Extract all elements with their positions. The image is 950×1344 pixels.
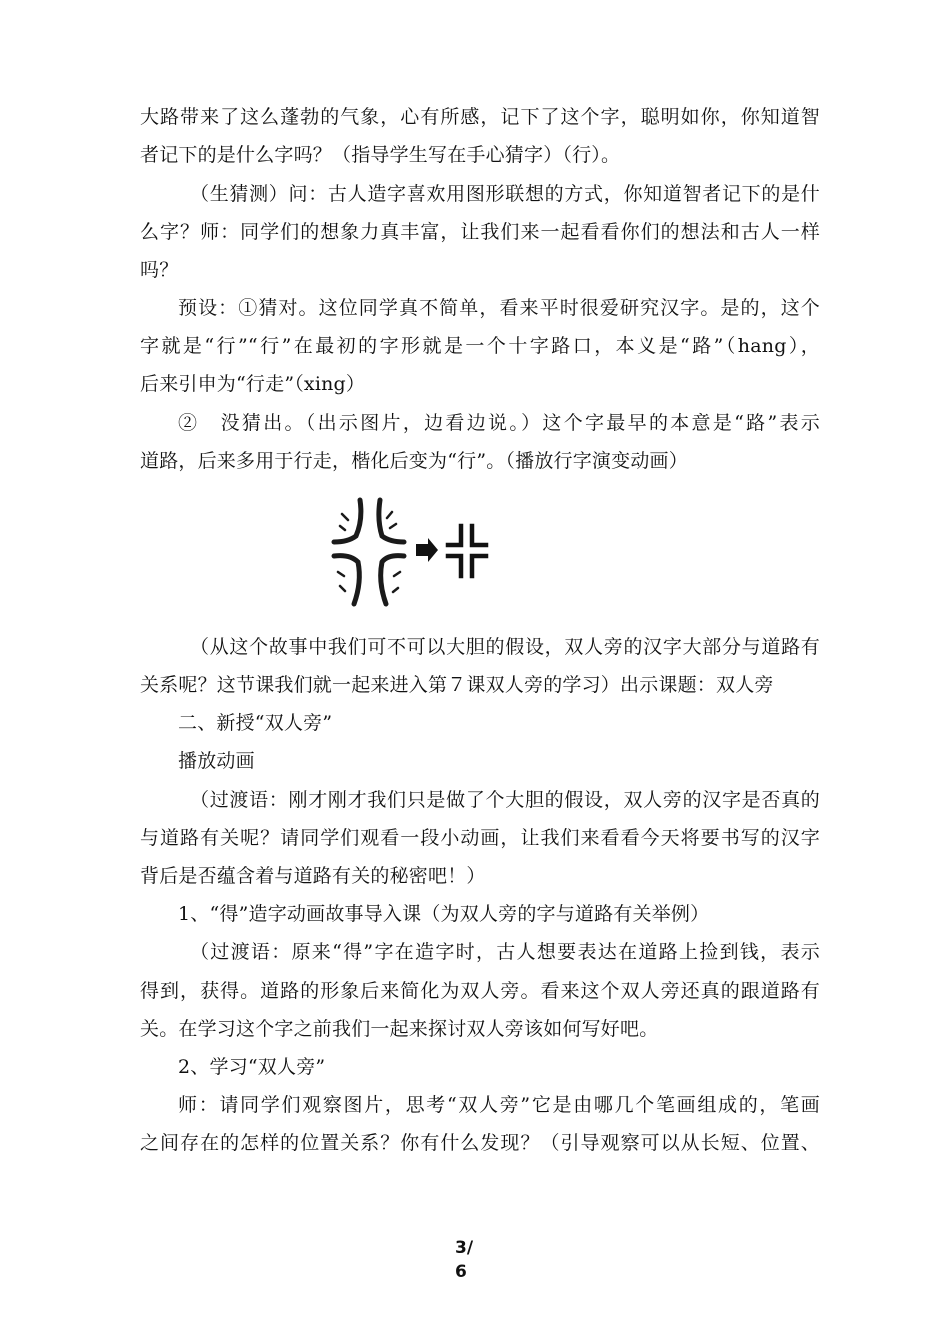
modern-xing-glyph: [448, 526, 486, 576]
text-line: 大路带来了这么蓬勃的气象，心有所感，记下了这个字，聪明如你，你知道智: [140, 106, 820, 128]
text-line: 关系呢？这节课我们就一起来进入第７课双人旁的学习）出示课题：双人旁: [140, 674, 774, 696]
text-line: 后来引申为“行走”（xing）: [140, 373, 366, 395]
page-number-bottom: 6: [455, 1262, 467, 1282]
ancient-xing-glyph: [334, 500, 404, 604]
text-line: 与道路有关呢？请同学们观看一段小动画，让我们来看看今天将要书写的汉字: [140, 827, 820, 849]
arrow-icon: [416, 538, 438, 562]
text-line: （生猜测）问：古人造字喜欢用图形联想的方式，你知道智者记下的是什: [190, 183, 820, 205]
text-line: 之间存在的怎样的位置关系？你有什么发现？（引导观察可以从长短、位置、: [140, 1132, 820, 1154]
text-line: 者记下的是什么字吗？（指导学生写在手心猜字）（行）。: [140, 144, 621, 166]
section-heading: 二、新授“双人旁”: [178, 712, 333, 734]
text-line: 道路，后来多用于行走，楷化后变为“行”。（播放行字演变动画）: [140, 450, 688, 472]
page-number-top: 3/: [455, 1238, 474, 1258]
section-heading: 2、学习“双人旁”: [178, 1056, 326, 1078]
text-line: 1、“得”造字动画故事导入课（为双人旁的字与道路有关举例）: [178, 903, 710, 925]
text-line: 得到，获得。道路的形象后来简化为双人旁。看来这个双人旁还真的跟道路有: [140, 980, 820, 1002]
text-line: （从这个故事中我们可不可以大胆的假设，双人旁的汉字大部分与道路有: [190, 636, 820, 658]
text-line: 字就是“行”“行”在最初的字形就是一个十字路口，本义是“路”（hang），: [140, 335, 820, 357]
text-line: 播放动画: [178, 750, 255, 772]
text-line: 预设：①猜对。这位同学真不简单，看来平时很爱研究汉字。是的，这个: [178, 297, 820, 319]
text-line: 背后是否蕴含着与道路有关的秘密吧！）: [140, 865, 486, 887]
text-line: （过渡语：原来“得”字在造字时，古人想要表达在道路上捡到钱，表示: [190, 941, 820, 963]
text-line: 吗？: [140, 259, 179, 281]
text-line: （过渡语：刚才刚才我们只是做了个大胆的假设，双人旁的汉字是否真的: [190, 789, 820, 811]
text-line: ② 没猜出。（出示图片，边看边说。）这个字最早的本意是“路”表示: [178, 412, 820, 434]
text-line: 师：请同学们观察图片，思考“双人旁”它是由哪几个笔画组成的，笔画: [178, 1094, 820, 1116]
text-line: 么字？师：同学们的想象力真丰富，让我们来一起看看你们的想法和古人一样: [140, 221, 820, 243]
text-line: 关。在学习这个字之前我们一起来探讨双人旁该如何写好吧。: [140, 1018, 659, 1040]
character-evolution-figure: [330, 492, 490, 612]
